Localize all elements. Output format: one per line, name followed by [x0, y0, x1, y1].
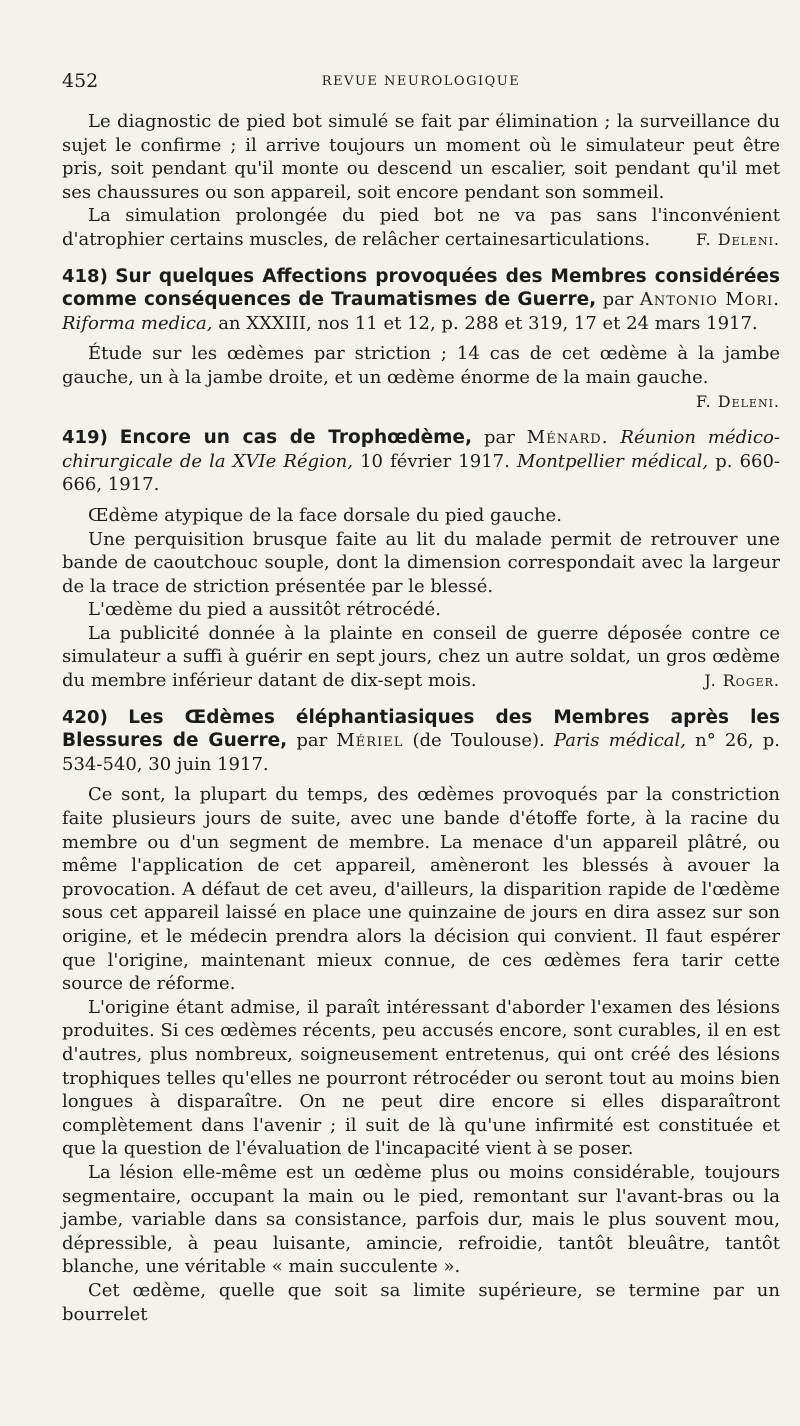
- entry-heading: [62, 426, 780, 497]
- page-number: 452: [62, 70, 99, 92]
- paragraph: L'origine étant admise, il paraît intéressant d'aborder l'examen des lésions produites. Si ces œdèmes récents, peu accusés encore, sont curables, il en est d'autres, plus nombreux, soigneusement entretenus, qui ont créé des lésions trophiques telles qu'elles ne pourront rétrocéder ou seront tout au moins bien longues à disparaître. On ne peut dire encore si elles disparaîtront complètement dans l'avenir ; il suit de là qu'une infirmité est constituée et que la question de l'évaluation de l'incapacité vient à se poser.: [62, 996, 780, 1160]
- paragraph: La publicité donnée à la plainte en conseil de guerre déposée contre ce simulateur a suffi à guérir en sept jours, chez un autre soldat, un gros œdème du membre inférieur datant de dix-sept mois.: [62, 622, 780, 692]
- entry-author-note: (de Toulouse).: [412, 730, 545, 752]
- paragraph: Œdème atypique de la face dorsale du pied gauche.: [88, 504, 562, 526]
- entry-source-journal: Paris médical,: [553, 730, 686, 752]
- entry-number: 420): [62, 706, 108, 728]
- abstract-entry: [62, 426, 780, 693]
- entry-source-details: p. 660-666, 1917.: [62, 450, 781, 496]
- paragraph: Le diagnostic de pied bot simulé se fait par élimination ; la surveillance du sujet le confirme ; il arrive toujours un moment où le simulateur peut être pris, soit pendant qu'il monte ou descend un escalier, soit pendant qu'il met ses chaussures ou son appareil, soit encore pendant son sommeil.: [62, 111, 780, 203]
- signature: J. Roger.: [704, 671, 780, 691]
- entry-title: Les Œdèmes éléphantiasiques des Membres après les Blessures de Guerre,: [62, 706, 780, 752]
- running-head: [62, 70, 780, 98]
- paragraph: Ce sont, la plupart du temps, des œdèmes provoqués par la constriction faite plusieurs jours de suite, avec une bande d'étoffe forte, à la racine du membre ou d'un segment de membre. La menace d'un appareil plâtré, ou même l'application de cet appareil, amèneront les blessés à avouer la provocation. A défaut de cet aveu, d'ailleurs, la disparition rapide de l'œdème sous cet appareil laissé en place une quinzaine de jours en dira assez sur son origine, et le médecin prendra alors la décision qui convient. Il faut espérer que l'origine, maintenant mieux connue, de ces œdèmes fera tarir cette source de réforme.: [62, 784, 780, 995]
- abstract-entry: [62, 706, 780, 1326]
- paragraph: Cet œdème, quelle que soit sa limite supérieure, se termine par un bourrelet: [62, 1279, 780, 1325]
- entry-by: par: [602, 289, 634, 311]
- page: [62, 70, 780, 1326]
- abstract-entry: [62, 265, 780, 414]
- paragraph: Étude sur les œdèmes par striction ; 14 cas de cet œdème à la jambe gauche, un à la jambe droite, et un œdème énorme de la main gauche.: [62, 343, 780, 388]
- entry-source-journal: Montpellier médical,: [516, 450, 709, 472]
- entry-heading: [62, 265, 780, 336]
- signature: F. Deleni.: [695, 391, 780, 411]
- paragraph: La simulation prolongée du pied bot ne va pas sans l'inconvénient d'atrophier certains muscles, de relâcher certainesarticulations.: [62, 205, 780, 250]
- entry-source-date: 10 février 1917.: [360, 450, 510, 472]
- paragraph: La lésion elle-même est un œdème plus ou moins considérable, toujours segmentaire, occupant la main ou le pied, remontant sur l'avant-bras ou la jambe, variable dans sa consistance, parfois dur, mais le plus souvent mou, dépressible, à peau luisante, amincie, refroidie, tantôt bleuâtre, tantôt blanche, une véritable « main succulente ».: [62, 1161, 780, 1278]
- paragraph-with-signature: [62, 622, 780, 693]
- entry-title: Encore un cas de Trophœdème,: [119, 427, 472, 449]
- entry-author: Ménard.: [526, 427, 609, 449]
- entry-by: par: [296, 730, 328, 752]
- intro-section: [62, 110, 780, 252]
- entry-author: Antonio Mori.: [639, 289, 780, 311]
- entry-number: 419): [62, 427, 108, 449]
- entry-by: par: [483, 427, 515, 449]
- entry-source-details: an XXXIII, nos 11 et 12, p. 288 et 319, 17 et 24 mars 1917.: [218, 312, 758, 334]
- signature: F. Deleni.: [695, 229, 780, 249]
- entry-author: Mériel: [336, 730, 404, 752]
- paragraph: L'œdème du pied a aussitôt rétrocédé.: [88, 599, 441, 621]
- journal-title: REVUE NEUROLOGIQUE: [321, 74, 521, 89]
- paragraph: Une perquisition brusque faite au lit du malade permit de retrouver une bande de caoutchouc souple, dont la dimension correspondait avec la largeur de la trace de striction présentée par le blessé.: [62, 528, 780, 597]
- entry-source-details: n° 26, p. 534-540, 30 juin 1917.: [62, 730, 780, 775]
- entry-title: Sur quelques Affections provoquées des Membres considérées comme conséquences de Traumatismes de Guerre,: [62, 265, 780, 311]
- entry-heading: [62, 706, 780, 777]
- paragraph-with-signature: [62, 204, 780, 251]
- entry-source-meeting: Réunion médico-chirurgicale de la XVIe Région,: [62, 427, 780, 472]
- entry-source-journal: Riforma medica,: [62, 312, 213, 334]
- entry-number: 418): [62, 265, 108, 287]
